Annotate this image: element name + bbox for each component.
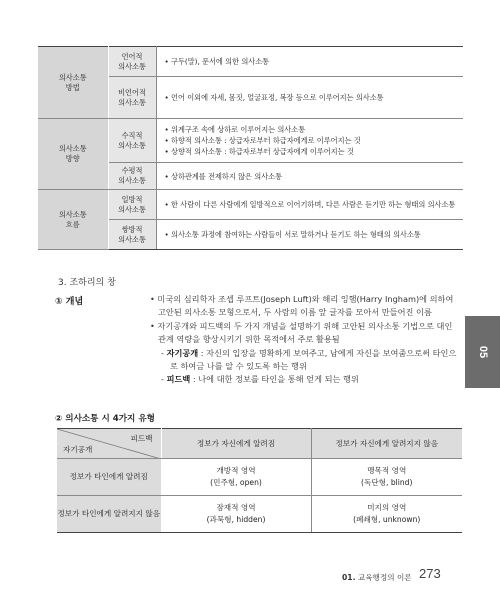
- feedback-axis-label: 피드백: [130, 434, 153, 443]
- concept-bullet: • 자기공개와 피드백의 두 가지 개념을 설명하기 위해 고안된 의사소통 기법으로 대인관계 역량을 향상시키기 위한 목적에서 주로 활용됨: [150, 320, 453, 345]
- table-cell: 잠재적 영역 (과묵형, hidden): [161, 496, 311, 533]
- table-row: [57, 496, 462, 533]
- description-cell: • 상하관계를 전제하지 않은 의사소통: [156, 163, 463, 190]
- term-self-disclosure: 자기공개: [166, 347, 199, 358]
- concept-subitem: - 피드백 : 나에 대한 정보를 타인을 통해 얻게 되는 행위: [161, 374, 359, 385]
- page-footer: [342, 572, 412, 583]
- column-header: 정보가 자신에게 알려지지 않음: [311, 429, 462, 459]
- category-cell: 의사소통 방법: [38, 47, 108, 119]
- description-cell: • 위계구조 속에 상하로 이루어지는 의사소통 • 하향적 의사소통 : 상급자로부터 하급자에게로 이루어지는 것 • 상향적 의사소통 : 하급자로부터 상급자에게 이루어지는 것: [156, 119, 463, 163]
- chapter-number: 01.: [342, 573, 356, 582]
- page-number: 273: [419, 566, 441, 581]
- concept-subitem: - 자기공개 : 자신의 입장을 명확하게 보여주고, 남에게 자신을 보여줌으로써 타인으로 하여금 나를 알 수 있도록 하는 행위: [161, 347, 457, 372]
- subcategory-cell: 언어적 의사소통: [108, 47, 156, 77]
- subcategory-cell: 일방적 의사소통: [108, 190, 156, 220]
- table-row: [57, 459, 462, 496]
- self-disclosure-axis-label: 자기공개: [63, 445, 93, 454]
- description-cell: • 의사소통 과정에 참여하는 사람들이 서로 말하거나 듣기도 하는 형태의 의사소통: [156, 220, 463, 250]
- term-description: : 자신의 입장을 명확하게 보여주고, 남에게 자신을 보여줌으로써 타인으로 하여금 나를 알 수 있도록 하는 행위: [170, 347, 457, 372]
- subcategory-cell: 비언어적 의사소통: [108, 77, 156, 119]
- column-header: 정보가 자신에게 알려짐: [161, 429, 311, 459]
- chapter-side-tab: [465, 316, 500, 388]
- table-row: [38, 190, 463, 220]
- table-header-row: [57, 429, 462, 459]
- category-cell: 의사소통 흐름: [38, 190, 108, 250]
- description-cell: • 한 사람이 다른 사람에게 일방적으로 이어기하며, 다른 사람은 듣기만 하는 형태의 의사소통: [156, 190, 463, 220]
- row-header: 정보가 타인에게 알려지지 않음: [57, 496, 161, 533]
- concept-label: ① 개념: [55, 297, 84, 307]
- subcategory-cell: 수평적 의사소통: [108, 163, 156, 190]
- row-header: 정보가 타인에게 알려짐: [57, 459, 161, 496]
- term-description: : 나에 대한 정보를 타인을 통해 얻게 되는 행위: [190, 374, 359, 385]
- table-cell: 개방적 영역 (민주형, open): [161, 459, 311, 496]
- subcategory-cell: 수직적 의사소통: [108, 119, 156, 163]
- concept-bullet: • 미국의 심리학자 조셉 루프트(Joseph Luft)와 해리 잉햄(Harry Ingham)에 의하여 고안된 의사소통 모형으로서, 두 사람의 이름 앞 글자를 모아서 만들어진 이름: [150, 294, 454, 318]
- description-cell: • 언어 이외에 자세, 몸짓, 얼굴표정, 복장 등으로 이루어지는 의사소통: [156, 77, 463, 119]
- chapter-title: 교육행정의 이론: [355, 573, 412, 582]
- section-heading: 3. 조하리의 창: [58, 278, 116, 288]
- subcategory-cell: 쌍방적 의사소통: [108, 220, 156, 250]
- concept-body: [148, 293, 460, 387]
- table-cell: 미지의 영역 (폐쇄형, unknown): [311, 496, 462, 533]
- diagonal-header-cell: [57, 429, 161, 459]
- side-tab-label: 05: [476, 345, 489, 359]
- description-cell: • 구두(말), 문서에 의한 의사소통: [156, 47, 463, 77]
- types-label: ② 의사소통 시 4가지 유형: [55, 414, 155, 424]
- term-feedback: 피드백: [166, 374, 191, 385]
- table-row: [38, 47, 463, 77]
- table-row: [38, 119, 463, 163]
- johari-window-table: [57, 428, 462, 533]
- table-cell: 맹목적 영역 (독단형, blind): [311, 459, 462, 496]
- category-cell: 의사소통 방향: [38, 119, 108, 190]
- communication-types-table: [38, 46, 463, 250]
